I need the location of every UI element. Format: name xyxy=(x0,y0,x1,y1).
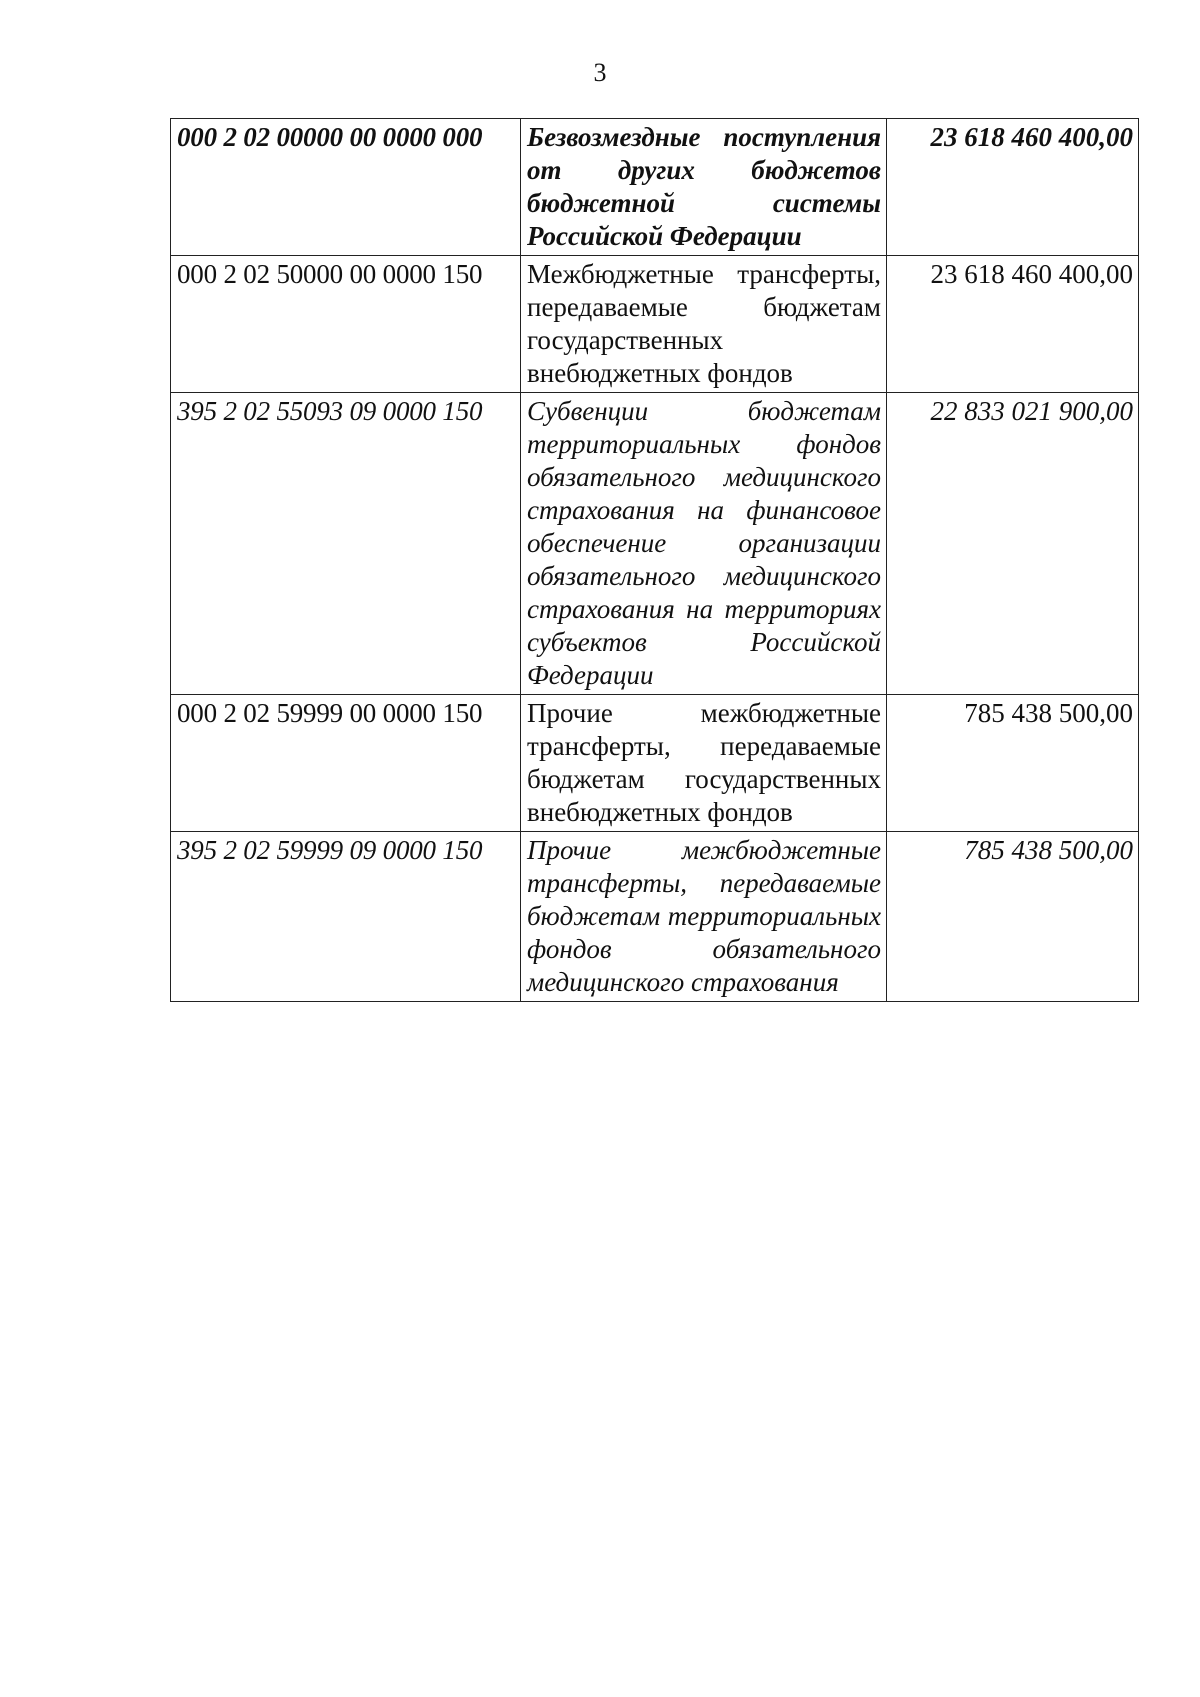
revenue-name-cell: Прочие межбюджетные трансферты, передаваемые бюджетам территориальных фондов обязательного медицинского страхования xyxy=(521,832,887,1002)
amount-cell: 23 618 460 400,00 xyxy=(887,119,1139,256)
revenue-name-cell: Межбюджетные трансферты, передаваемые бюджетам государственных внебюджетных фондов xyxy=(521,256,887,393)
amount-cell: 22 833 021 900,00 xyxy=(887,393,1139,695)
budget-code-cell: 395 2 02 59999 09 0000 150 xyxy=(171,832,521,1002)
amount-cell: 785 438 500,00 xyxy=(887,695,1139,832)
table-row xyxy=(171,119,1139,256)
table-row xyxy=(171,695,1139,832)
budget-code-cell: 000 2 02 59999 00 0000 150 xyxy=(171,695,521,832)
budget-revenue-table xyxy=(170,118,1139,1002)
amount-cell: 23 618 460 400,00 xyxy=(887,256,1139,393)
revenue-name-cell: Прочие межбюджетные трансферты, передаваемые бюджетам государственных внебюджетных фондов xyxy=(521,695,887,832)
budget-code-cell: 000 2 02 50000 00 0000 150 xyxy=(171,256,521,393)
table-row xyxy=(171,832,1139,1002)
revenue-name-cell: Субвенции бюджетам территориальных фондов обязательного медицинского страхования на финансовое обеспечение организации обязательного медицинского страхования на территориях субъектов Российской Федерации xyxy=(521,393,887,695)
table-row xyxy=(171,393,1139,695)
page-number: 3 xyxy=(593,58,607,87)
revenue-name-cell: Безвозмездные поступления от других бюджетов бюджетной системы Российской Федерации xyxy=(521,119,887,256)
budget-code-cell: 000 2 02 00000 00 0000 000 xyxy=(171,119,521,256)
table-row xyxy=(171,256,1139,393)
budget-code-cell: 395 2 02 55093 09 0000 150 xyxy=(171,393,521,695)
amount-cell: 785 438 500,00 xyxy=(887,832,1139,1002)
